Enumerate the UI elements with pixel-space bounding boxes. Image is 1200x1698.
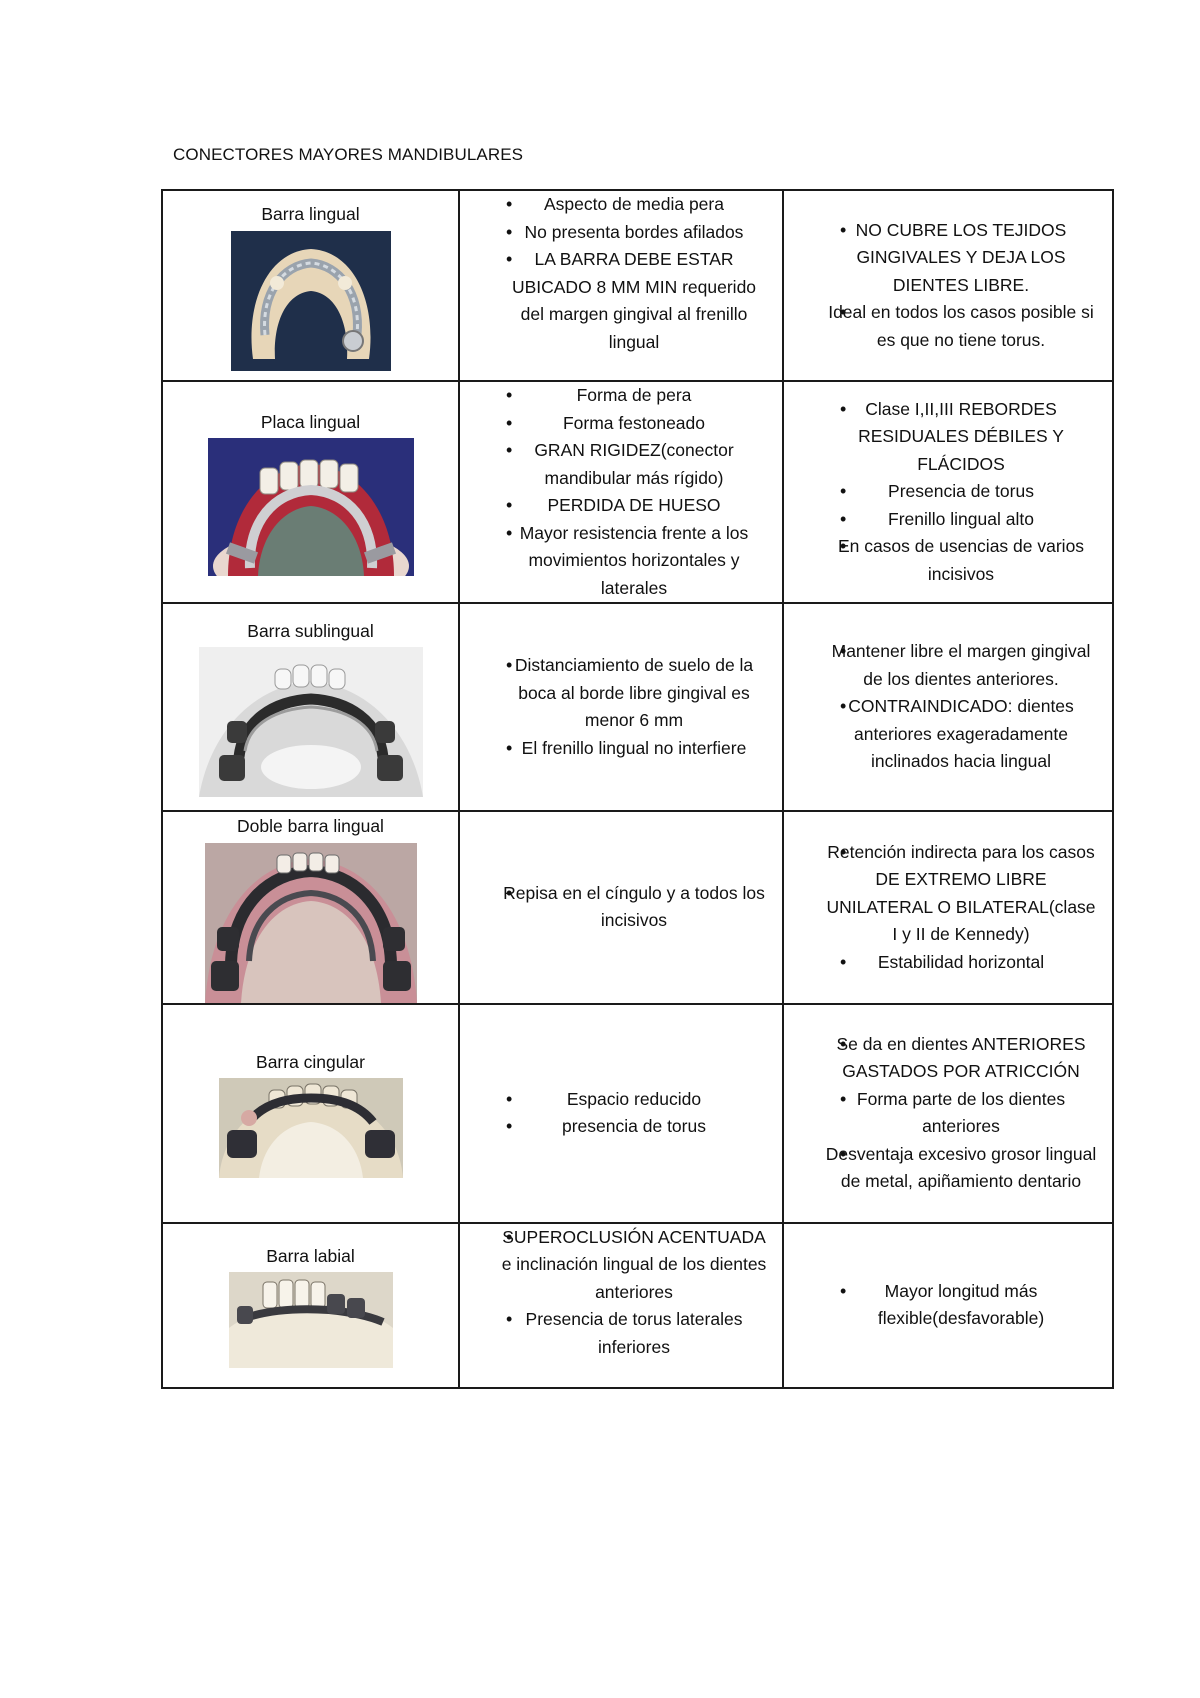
features-cell: [459, 811, 783, 1004]
list-item: • NO CUBRE LOS TEJIDOS GINGIVALES Y DEJA LOS DIENTES LIBRE.: [792, 217, 1104, 300]
list-item: • Desventaja excesivo grosor lingual de metal, apiñamiento dentario: [792, 1141, 1104, 1196]
features-list: [460, 1224, 782, 1362]
lingual-bar-photo: [231, 231, 391, 371]
list-item: • Mayor resistencia frente a los movimientos horizontales y laterales: [468, 520, 774, 603]
indications-list: [784, 839, 1112, 977]
list-item: • Distanciamiento de suelo de la boca al borde libre gingival es menor 6 mm: [468, 652, 774, 735]
list-item: • PERDIDA DE HUESO: [468, 492, 774, 520]
connector-name-cell: [162, 1223, 459, 1388]
list-item: • GRAN RIGIDEZ(conector mandibular más rígido): [468, 437, 774, 492]
list-item: • Mayor longitud más flexible(desfavorable): [792, 1278, 1104, 1333]
connector-name: Barra sublingual: [247, 620, 374, 641]
page-title: CONECTORES MAYORES MANDIBULARES: [173, 145, 524, 164]
table-row: [162, 1004, 1113, 1223]
list-item: • Retención indirecta para los casos DE EXTREMO LIBRE UNILATERAL O BILATERAL(clase I y II de Kennedy): [792, 839, 1104, 949]
indications-cell: [783, 1004, 1113, 1223]
connector-name: Barra lingual: [261, 204, 360, 225]
indications-list: [784, 1278, 1112, 1333]
indications-cell: [783, 190, 1113, 381]
features-cell: [459, 381, 783, 603]
lingual-plate-photo: [208, 438, 414, 576]
indications-list: [784, 217, 1112, 355]
connector-name-cell: [162, 811, 459, 1004]
indications-list: [784, 638, 1112, 776]
list-item: • SUPEROCLUSIÓN ACENTUADA e inclinación lingual de los dientes anteriores: [468, 1224, 774, 1307]
connectors-table: [161, 189, 1114, 1389]
double-lingual-bar-photo: [205, 843, 417, 1003]
connector-name-cell: [162, 603, 459, 811]
connector-name-cell: [162, 190, 459, 381]
list-item: • LA BARRA DEBE ESTAR UBICADO 8 MM MIN requerido del margen gingival al frenillo lingual: [468, 246, 774, 356]
list-item: • El frenillo lingual no interfiere: [468, 735, 774, 763]
list-item: • Presencia de torus: [792, 478, 1104, 506]
list-item: • Estabilidad horizontal: [792, 949, 1104, 977]
list-item: • Frenillo lingual alto: [792, 506, 1104, 534]
sublingual-bar-photo: [199, 647, 423, 797]
labial-bar-photo: [229, 1272, 393, 1368]
features-cell: [459, 603, 783, 811]
indications-list: [784, 1031, 1112, 1196]
table-row: [162, 381, 1113, 603]
list-item: • Clase I,II,III REBORDES RESIDUALES DÉBILES Y FLÁCIDOS: [792, 396, 1104, 479]
list-item: • Forma de pera: [468, 382, 774, 410]
connector-name: Doble barra lingual: [237, 816, 384, 836]
features-cell: [459, 1004, 783, 1223]
features-list: [460, 1086, 782, 1141]
list-item: • Aspecto de media pera: [468, 191, 774, 219]
connector-name: Barra cingular: [256, 1051, 365, 1072]
list-item: • En casos de usencias de varios incisivos: [792, 533, 1104, 588]
cingulum-bar-photo: [219, 1078, 403, 1178]
list-item: • Forma parte de los dientes anteriores: [792, 1086, 1104, 1141]
connector-name: Barra labial: [266, 1245, 355, 1266]
features-cell: [459, 1223, 783, 1388]
list-item: • Se da en dientes ANTERIORES GASTADOS POR ATRICCIÓN: [792, 1031, 1104, 1086]
table-row: [162, 190, 1113, 381]
list-item: • Ideal en todos los casos posible si es que no tiene torus.: [792, 299, 1104, 354]
list-item: • Presencia de torus laterales inferiores: [468, 1306, 774, 1361]
connector-name-cell: [162, 1004, 459, 1223]
features-list: [460, 382, 782, 602]
features-cell: [459, 190, 783, 381]
list-item: • Forma festoneado: [468, 410, 774, 438]
indications-cell: [783, 381, 1113, 603]
list-item: • CONTRAINDICADO: dientes anteriores exageradamente inclinados hacia lingual: [792, 693, 1104, 776]
connector-name: Placa lingual: [260, 411, 361, 432]
connector-name-cell: [162, 381, 459, 603]
indications-cell: [783, 1223, 1113, 1388]
features-list: [460, 652, 782, 762]
indications-cell: [783, 811, 1113, 1004]
indications-list: [784, 396, 1112, 589]
list-item: • presencia de torus: [468, 1113, 774, 1141]
list-item: • Repisa en el cíngulo y a todos los incisivos: [468, 880, 774, 935]
features-list: [460, 880, 782, 935]
table-row: [162, 1223, 1113, 1388]
table-row: [162, 811, 1113, 1004]
list-item: • Mantener libre el margen gingival de los dientes anteriores.: [792, 638, 1104, 693]
table-row: [162, 603, 1113, 811]
list-item: • No presenta bordes afilados: [468, 219, 774, 247]
features-list: [460, 191, 782, 356]
list-item: • Espacio reducido: [468, 1086, 774, 1114]
indications-cell: [783, 603, 1113, 811]
